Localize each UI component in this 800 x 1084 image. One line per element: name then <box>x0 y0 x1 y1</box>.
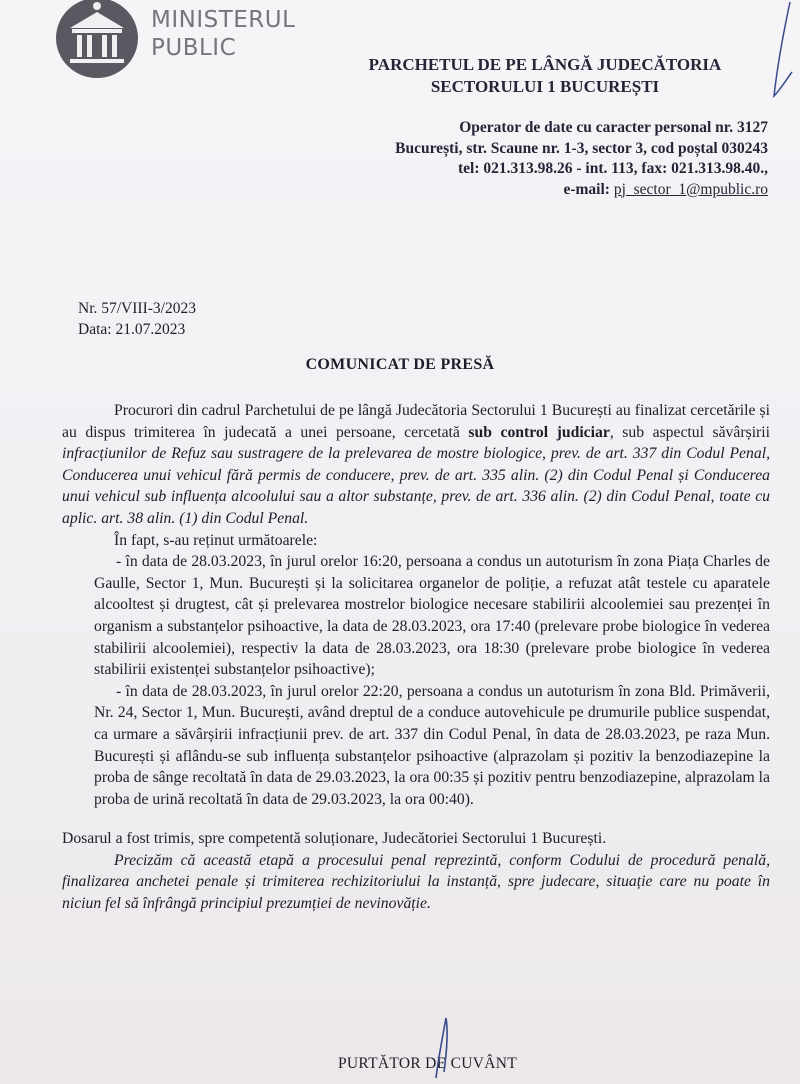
intro-text-bold: sub control judiciar <box>468 423 610 441</box>
institution-line-2: SECTORULUI 1 BUCUREȘTI <box>430 77 660 96</box>
document-body <box>62 400 770 915</box>
email-line <box>250 180 768 201</box>
phone-line: tel: 021.313.98.26 - int. 113, fax: 021.313.98.40., <box>458 160 768 177</box>
margin-pen-mark <box>760 0 800 130</box>
intro-paragraph <box>62 400 770 530</box>
facts-intro: În fapt, s-au reținut următoarele: <box>114 531 318 549</box>
disclaimer-paragraph: Precizăm că această etapă a procesului penal reprezintă, conform Codului de procedură penală, finalizarea anchetei penale și trimiterea rechizitoriului la instanță, spre judecare, situație care nu poate în niciun fel să înfrângă principiul prezumției de nevinovăție. <box>62 851 770 913</box>
fact-item-1: - în data de 28.03.2023, în jurul orelor 16:20, persoana a condus un autoturism în zona Piața Charles de Gaulle, Sector 1, Mun. București și la solicitarea organelor de poliție, a refuzat atât testele cu aparatele alcooltest și drugtest, cât și prelevarea mostrelor biologice necesare stabilirii alcoolemiei sau prezenței în organism a substanțelor psihoactive, la data de 28.03.2023, ora 17:40 (prelevare probe biologice în vederea stabilirii alcoolemiei), respectiv la data de 28.03.2023, ora 18:30 (prelevare probe biologice în vederea stabilirii existenței substanțelor psihoactive); <box>94 553 770 679</box>
intro-text-3: , sub aspectul săvârșirii <box>609 423 770 441</box>
address-line: București, str. Scaune nr. 1-3, sector 3, cod poștal 030243 <box>395 139 768 157</box>
institution-name <box>290 54 800 98</box>
reference-number: Nr. 57/VIII-3/2023 <box>78 300 196 317</box>
logo-text <box>151 6 295 62</box>
temple-emblem-icon <box>56 0 138 78</box>
signature-title: PURTĂTOR DE CUVÂNT <box>338 1055 517 1072</box>
intro-text-italic: infracțiunilor de Refuz sau sustragere de la prelevarea de mostre biologice, prev. de art. 337 din Codul Penal, Conducerea unui vehicul fără permis de conducere, prev. de art. 335 alin. (2) din Codul Penal și Conducerea unui vehicul sub influența alcoolului sau a altor substanțe, prev. de art. 336 alin. (2) din Codul Penal, toate cu aplic. art. 38 alin. (1) din Codul Penal. <box>62 445 770 527</box>
email-link[interactable]: pj_sector_1@mpublic.ro <box>613 180 768 198</box>
logo-line-1: MINISTERUL <box>151 7 296 33</box>
contact-block <box>250 118 768 200</box>
reference-date: Data: 21.07.2023 <box>78 321 186 338</box>
logo-line-2: PUBLIC <box>151 35 237 61</box>
document-title: COMUNICAT DE PRESĂ <box>305 356 495 373</box>
email-label: e-mail: <box>563 180 610 198</box>
operator-line: Operator de date cu caracter personal nr. 3127 <box>459 119 768 136</box>
institution-line-1: PARCHETUL DE PE LÂNGĂ JUDECĂTORIA <box>368 55 722 74</box>
fact-item-2: - în data de 28.03.2023, în jurul orelor 22:20, persoana a condus un autoturism în zona Bld. Primăverii, Nr. 24, Sector 1, Mun. București, având dreptul de a conduce autovehicule pe drumurile publice suspendat, ca urmare a săvârșirii infracțiunii prev. de art. 337 din Codul Penal, în data de 28.03.2023, pe raza Mun. București și aflându-se sub influența substanțelor psihoactive (alprazolam și pozitiv la benzodiazepine la proba de sânge recoltată în data de 29.03.2023, la ora 00:35 și pozitiv pentru benzodiazepine, alprazolam la proba de urină recoltată în data de 29.03.2023, la ora 00:40). <box>94 682 770 808</box>
reference-block <box>78 298 196 340</box>
intro-text-1: Procurori din cadrul Parchetului de pe lângă Judecătoria Sectorului 1 București au finalizat cercetările și au dispus trimiterea în judecată a unei persoane, cercetată <box>62 402 770 441</box>
dosar-paragraph: Dosarul a fost trimis, spre competentă soluționare, Judecătoriei Sectorului 1 București. <box>62 830 607 848</box>
